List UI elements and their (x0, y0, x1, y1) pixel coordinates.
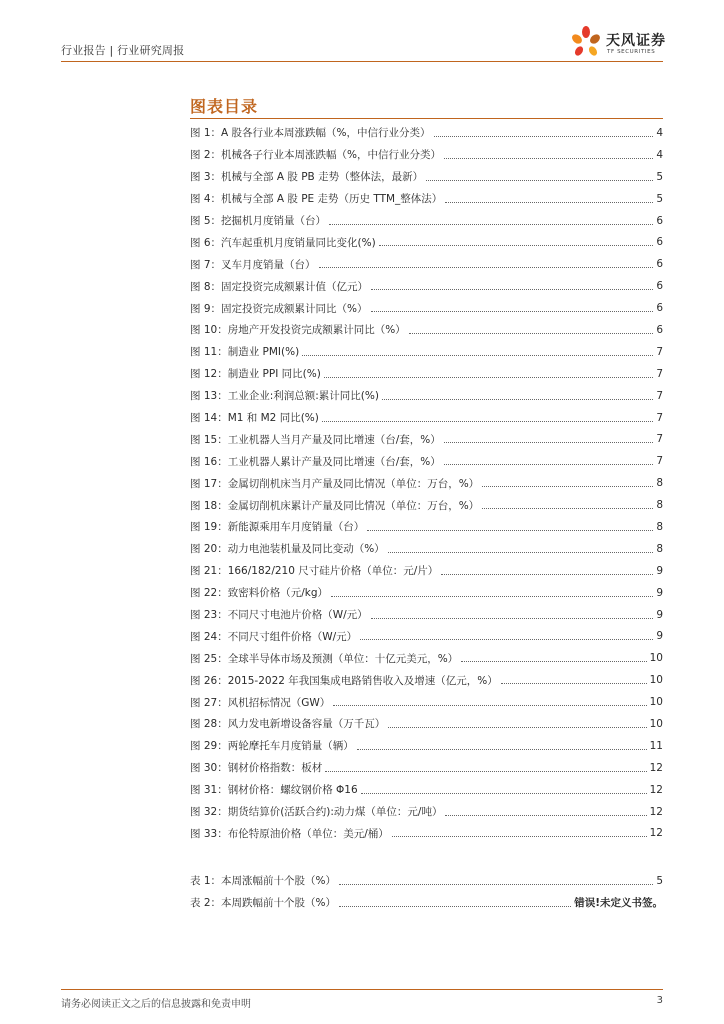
toc-leader-dots (445, 815, 646, 816)
toc-entry[interactable] (190, 472, 663, 494)
toc-entry-page: 5 (656, 192, 663, 205)
toc-leader-dots (371, 618, 654, 619)
toc-leader-dots (331, 596, 653, 597)
toc-entry[interactable] (190, 407, 663, 429)
toc-entry[interactable] (190, 582, 663, 604)
toc-entry-label: 图 3：机械与全部 A 股 PB 走势（整体法，最新） (190, 171, 424, 184)
toc-title: 图表目录 (190, 97, 259, 116)
toc-entry-label: 图 13：工业企业:利润总额:累计同比(%) (190, 390, 379, 403)
table-list (190, 870, 663, 914)
toc-leader-dots (322, 421, 653, 422)
toc-entry[interactable] (190, 275, 663, 297)
toc-title-divider (190, 118, 663, 119)
toc-leader-dots (379, 245, 654, 246)
toc-entry-label: 图 18：金属切削机床累计产量及同比情况（单位：万台，%） (190, 499, 480, 512)
toc-leader-dots (445, 202, 653, 203)
toc-entry[interactable] (190, 713, 663, 735)
toc-entry-page: 6 (656, 214, 663, 227)
toc-entry-page: 8 (656, 499, 663, 512)
toc-entry-label: 图 24：不同尺寸组件价格（W/元） (190, 630, 358, 643)
toc-leader-dots (441, 574, 653, 575)
footer-divider (61, 989, 663, 990)
toc-leader-dots (333, 705, 646, 706)
toc-leader-dots (482, 486, 653, 487)
toc-entry-label: 图 15：工业机器人当月产量及同比增速（台/套，%） (190, 433, 441, 446)
toc-entry-page: 6 (656, 302, 663, 315)
toc-entry-page: 5 (656, 874, 663, 887)
toc-entry[interactable] (190, 870, 663, 892)
toc-leader-dots (392, 836, 647, 837)
toc-leader-dots (409, 333, 654, 334)
toc-entry[interactable] (190, 210, 663, 232)
toc-entry[interactable] (190, 604, 663, 626)
toc-leader-dots (319, 267, 654, 268)
toc-entry-label: 图 17：金属切削机床当月产量及同比情况（单位：万台，%） (190, 477, 480, 490)
toc-entry-page: 11 (649, 739, 663, 752)
toc-leader-dots (325, 771, 646, 772)
toc-entry-label: 图 10：房地产开发投资完成额累计同比（%） (190, 324, 406, 337)
toc-entry-label: 图 28：风力发电新增设备容量（万千瓦） (190, 718, 386, 731)
toc-entry[interactable] (190, 691, 663, 713)
toc-leader-dots (302, 355, 653, 356)
toc-entry-label: 图 5：挖掘机月度销量（台） (190, 215, 327, 227)
toc-entry[interactable] (190, 538, 663, 560)
company-logo (568, 24, 678, 60)
toc-leader-dots (426, 180, 653, 181)
toc-entry[interactable] (190, 560, 663, 582)
toc-entry-page: 10 (649, 696, 663, 709)
toc-entry[interactable] (190, 669, 663, 691)
toc-entry[interactable] (190, 823, 663, 845)
toc-leader-dots (388, 727, 646, 728)
toc-entry[interactable] (190, 647, 663, 669)
report-category: 行业报告 | 行业研究周报 (61, 44, 185, 57)
header-divider (61, 61, 663, 62)
toc-entry[interactable] (190, 735, 663, 757)
toc-entry-page: 10 (649, 674, 663, 687)
toc-entry-label: 图 22：致密料价格（元/kg） (190, 587, 328, 600)
toc-entry-page: 9 (656, 586, 663, 599)
toc-entry-label: 表 2：本周跌幅前十个股（%） (190, 897, 336, 910)
toc-entry[interactable] (190, 494, 663, 516)
toc-entry-label: 图 33：布伦特原油价格（单位：美元/桶） (190, 827, 389, 840)
toc-entry[interactable] (190, 341, 663, 363)
toc-entry-label: 图 16：工业机器人累计产量及同比增速（台/套，%） (190, 455, 441, 468)
toc-entry-page: 8 (656, 520, 663, 533)
toc-entry-label: 图 26：2015-2022 年我国集成电路销售收入及增速（亿元，%） (190, 674, 498, 687)
toc-entry-page: 6 (656, 258, 663, 271)
flower-logo-icon (568, 24, 604, 60)
toc-entry-label: 表 1：本周涨幅前十个股（%） (190, 875, 336, 888)
toc-entry-page: 7 (656, 455, 663, 468)
toc-leader-dots (482, 508, 653, 509)
toc-entry-label: 图 4：机械与全部 A 股 PE 走势（历史 TTM_整体法） (190, 193, 443, 206)
toc-entry[interactable] (190, 363, 663, 385)
toc-entry[interactable] (190, 231, 663, 253)
toc-entry[interactable] (190, 450, 663, 472)
toc-entry-label: 图 20：动力电池装机量及同比变动（%） (190, 543, 385, 556)
toc-entry-page: 12 (649, 761, 663, 774)
toc-entry[interactable] (190, 253, 663, 275)
toc-entry-label: 图 23：不同尺寸电池片价格（W/元） (190, 609, 368, 622)
logo-subtitle: TF SECURITIES (607, 49, 656, 55)
toc-entry-page: 8 (656, 542, 663, 555)
toc-leader-dots (371, 311, 654, 312)
toc-entry-label: 图 7：叉车月度销量（台） (190, 258, 316, 271)
toc-entry-page: 6 (656, 236, 663, 249)
toc-leader-dots (360, 639, 653, 640)
toc-entry-label: 图 27：风机招标情况（GW） (190, 696, 331, 709)
toc-entry-label: 图 25：全球半导体市场及预测（单位：十亿元美元，%） (190, 652, 459, 665)
toc-leader-dots (361, 793, 647, 794)
toc-entry-page: 7 (656, 345, 663, 358)
toc-entry-label: 图 1：A 股各行业本周涨跌幅（%，中信行业分类） (190, 127, 431, 140)
toc-entry-page: 6 (656, 323, 663, 336)
toc-entry-label: 图 11：制造业 PMI(%) (190, 346, 300, 359)
toc-leader-dots (339, 884, 653, 885)
toc-entry[interactable] (190, 625, 663, 647)
toc-entry-page: 7 (656, 389, 663, 402)
toc-entry[interactable] (190, 516, 663, 538)
toc-leader-dots (388, 552, 654, 553)
toc-entry-page: 12 (649, 783, 663, 796)
toc-entry-label: 图 21：166/182/210 尺寸硅片价格（单位：元/片） (190, 565, 439, 578)
toc-entry-label: 图 29：两轮摩托车月度销量（辆） (190, 740, 354, 753)
toc-entry-page: 12 (649, 805, 663, 818)
page-number: 3 (656, 995, 663, 1006)
toc-entry[interactable] (190, 757, 663, 779)
toc-entry-page: 错误!未定义书签。 (574, 897, 663, 910)
toc-entry-page: 5 (656, 170, 663, 183)
toc-entry[interactable] (190, 297, 663, 319)
toc-entry-page: 4 (656, 126, 663, 139)
footer-disclaimer: 请务必阅读正文之后的信息披露和免责申明 (61, 999, 251, 1010)
toc-entry-label: 图 14：M1 和 M2 同比(%) (190, 412, 319, 425)
toc-leader-dots (501, 683, 647, 684)
toc-entry-label: 图 6：汽车起重机月度销量同比变化(%) (190, 236, 376, 249)
toc-leader-dots (444, 158, 653, 159)
toc-leader-dots (357, 749, 647, 750)
toc-entry-page: 7 (656, 367, 663, 380)
figure-list (190, 122, 663, 844)
toc-entry-label: 图 32：期货结算价(活跃合约):动力煤（单位：元/吨） (190, 806, 443, 819)
logo-name: 天风证券 (606, 33, 666, 49)
toc-leader-dots (434, 136, 654, 137)
toc-leader-dots (339, 906, 571, 907)
toc-entry-page: 4 (656, 148, 663, 161)
toc-leader-dots (444, 464, 654, 465)
toc-entry[interactable] (190, 166, 663, 188)
toc-entry-label: 图 12：制造业 PPI 同比(%) (190, 368, 321, 381)
toc-entry[interactable] (190, 428, 663, 450)
toc-entry-label: 图 2：机械各子行业本周涨跌幅（%，中信行业分类） (190, 149, 441, 162)
toc-entry[interactable] (190, 892, 663, 914)
toc-entry-label: 图 19：新能源乘用车月度销量（台） (190, 521, 365, 534)
toc-entry-label: 图 31：钢材价格：螺纹钢价格 Φ16 (190, 784, 358, 797)
toc-entry[interactable] (190, 779, 663, 801)
toc-entry-page: 7 (656, 433, 663, 446)
toc-entry-page: 12 (649, 827, 663, 840)
toc-leader-dots (371, 289, 653, 290)
toc-entry[interactable] (190, 385, 663, 407)
toc-entry-page: 7 (656, 411, 663, 424)
toc-entry-page: 9 (656, 564, 663, 577)
toc-entry[interactable] (190, 319, 663, 341)
toc-entry[interactable] (190, 801, 663, 823)
toc-entry[interactable] (190, 122, 663, 144)
toc-entry-page: 8 (656, 477, 663, 490)
toc-entry[interactable] (190, 144, 663, 166)
toc-leader-dots (324, 377, 654, 378)
toc-leader-dots (382, 399, 653, 400)
toc-leader-dots (444, 442, 654, 443)
toc-entry-page: 9 (656, 608, 663, 621)
toc-entry[interactable] (190, 188, 663, 210)
toc-leader-dots (367, 530, 653, 531)
toc-entry-page: 9 (656, 630, 663, 643)
toc-entry-label: 图 8：固定投资完成额累计值（亿元） (190, 280, 369, 293)
toc-entry-label: 图 30：钢材价格指数：板材 (190, 762, 323, 775)
toc-leader-dots (329, 224, 653, 225)
toc-entry-page: 10 (649, 652, 663, 665)
toc-leader-dots (461, 661, 646, 662)
toc-entry-label: 图 9：固定投资完成额累计同比（%） (190, 302, 368, 315)
toc-entry-page: 6 (656, 280, 663, 293)
toc-entry-page: 10 (649, 717, 663, 730)
